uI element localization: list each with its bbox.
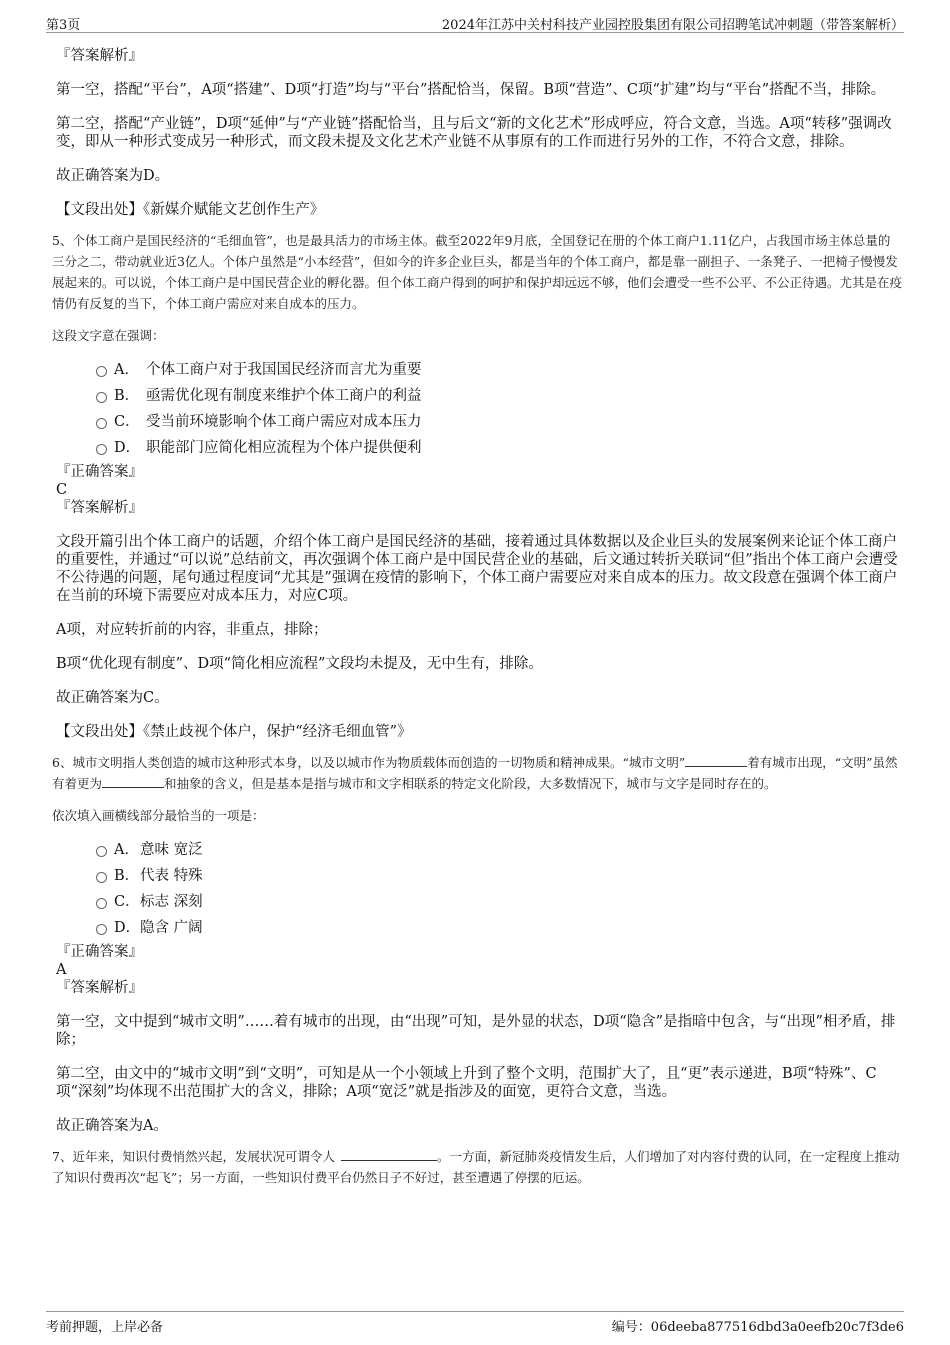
page-number: 第3页: [46, 18, 81, 33]
q6-option-d[interactable]: D．隐含 广阔: [56, 915, 902, 941]
q6-answer-label: 『正确答案』: [56, 944, 143, 960]
radio-button-icon[interactable]: [96, 418, 107, 429]
q6-analysis-p2: 第二空，由文中的“城市文明”到“文明”，可知是从一个小领域上升到了整个文明，范围扩大了，且“更”表示递进，B项“特殊”、C项“深刻”均体现不出范围扩大的含义，排除；A项“宽泛”就是指涉及的面宽，更符合文意，当选。: [56, 1066, 877, 1100]
q7-stem: 7、近年来，知识付费悄然兴起，发展状况可谓令人 。一方面，新冠肺炎疫情发生后，人们增加了对内容付费的认同，在一定程度上推动了知识付费再次“起飞”；另一方面，一些知识付费平台仍然日子不好过，甚至遭遇了停摆的厄运。: [52, 1149, 900, 1185]
q6-analysis-label: 『答案解析』: [56, 980, 143, 996]
footer-slogan: 考前押题，上岸必备: [46, 1320, 164, 1335]
q5-option-d[interactable]: D． 职能部门应简化相应流程为个体户提供便利: [56, 435, 902, 461]
q5-stem: 5、个体工商户是国民经济的“毛细血管”，也是最具活力的市场主体。截至2022年9月底，全国登记在册的个体工商户1.11亿户，占我国市场主体总量的三分之二，带动就业近3亿人。个体户虽然是“小本经营”，但如今的许多企业巨头，都是当年的个体工商户，都是靠一副担子、一条凳子、一把椅子慢慢发展起来的。可以说，个体工商户是中国民营企业的孵化器。但个体工商户得到的呵护和保护却远远不够，他们会遭受一些不公平、不公正待遇。尤其是在疫情仍有反复的当下，个体工商户需应对来自成本的压力。: [52, 233, 903, 311]
q6-option-c[interactable]: C．标志 深刻: [56, 889, 902, 915]
q5-option-c[interactable]: C． 受当前环境影响个体工商户需应对成本压力: [56, 409, 902, 435]
q6-conclusion: 故正确答案为A。: [56, 1118, 168, 1134]
q4-analysis-label: 『答案解析』: [56, 48, 143, 64]
radio-button-icon[interactable]: [96, 444, 107, 455]
q5-analysis-label: 『答案解析』: [56, 500, 143, 516]
document-title: 2024年江苏中关村科技产业园控股集团有限公司招聘笔试冲刺题（带答案解析）: [441, 18, 904, 33]
q5-answer: C: [56, 482, 68, 498]
radio-button-icon[interactable]: [96, 366, 107, 377]
q5-option-a[interactable]: A． 个体工商户对于我国国民经济而言尤为重要: [56, 357, 902, 383]
q5-option-b[interactable]: B． 亟需优化现有制度来维护个体工商户的利益: [56, 383, 902, 409]
q6-stem: 6、城市文明指人类创造的城市这种形式本身，以及以城市作为物质载体而创造的一切物质和精神成果。“城市文明” 着有城市出现，“文明”虽然有着更为 和抽象的含义，但是基本是指与城市和文字相联系的特定文化阶段，大多数情况下，城市与文字是同时存在的。: [52, 755, 898, 791]
q5-prompt: 这段文字意在强调：: [52, 328, 165, 343]
radio-button-icon[interactable]: [96, 846, 107, 857]
q6-options: [56, 837, 902, 941]
page-footer: [46, 1311, 904, 1336]
q5-options: [56, 357, 902, 461]
q4-analysis-p1: 第一空，搭配“平台”，A项“搭建”、D项“打造”均与“平台”搭配恰当，保留。B项“营造”、C项“扩建”均与“平台”搭配不当，排除。: [56, 82, 886, 98]
radio-button-icon[interactable]: [96, 924, 107, 935]
q6-analysis-p1: 第一空，文中提到“城市文明”……着有城市的出现，由“出现”可知，是外显的状态，D项“隐含”是指暗中包含，与“出现”相矛盾，排除；: [56, 1014, 896, 1048]
fill-blank: [102, 775, 164, 788]
q4-analysis-p2: 第二空，搭配“产业链”，D项“延伸”与“产业链”搭配恰当，且与后文“新的文化艺术”形成呼应，符合文意，当选。A项“转移”强调改变，即从一种形式变成另一种形式，而文段未提及文化艺术产业链不从事原有的工作而进行另外的工作，不符合文意，排除。: [56, 116, 892, 150]
radio-button-icon[interactable]: [96, 872, 107, 883]
q6-prompt: 依次填入画横线部分最恰当的一项是：: [52, 808, 265, 823]
page-content: [52, 47, 903, 1188]
q5-analysis-p2: A项，对应转折前的内容，非重点，排除；: [56, 622, 328, 638]
q5-conclusion: 故正确答案为C。: [56, 690, 169, 706]
q6-option-b[interactable]: B．代表 特殊: [56, 863, 902, 889]
radio-button-icon[interactable]: [96, 898, 107, 909]
q4-conclusion: 故正确答案为D。: [56, 168, 170, 184]
q5-analysis-p1: 文段开篇引出个体工商户的话题，介绍个体工商户是国民经济的基础，接着通过具体数据以及企业巨头的发展案例来论证个体工商户的重要性，并通过“可以说”总结前文，再次强调个体工商户是中国民营企业的基础，后文通过转折关联词“但”指出个体工商户会遭受不公待遇的问题，尾句通过程度词“尤其是”强调在疫情的影响下，个体工商户需要应对来自成本的压力。故文段意在强调个体工商户在当前的环境下需要应对成本压力，对应C项。: [56, 534, 898, 604]
q4-source: 【文段出处】《新媒介赋能文艺创作生产》: [56, 202, 325, 218]
q5-analysis-p3: B项“优化现有制度”、D项“简化相应流程”文段均未提及，无中生有，排除。: [56, 656, 543, 672]
radio-button-icon[interactable]: [96, 392, 107, 403]
document-id: 编号：06deeba877516dbd3a0eefb20c7f3de6: [611, 1320, 904, 1335]
q5-source: 【文段出处】《禁止歧视个体户，保护“经济毛细血管”》: [56, 724, 412, 740]
q5-answer-label: 『正确答案』: [56, 464, 143, 480]
q6-answer: A: [56, 962, 67, 978]
fill-blank: [341, 1148, 437, 1161]
q6-option-a[interactable]: A．意味 宽泛: [56, 837, 902, 863]
page-header: [46, 12, 904, 33]
fill-blank: [685, 754, 747, 767]
